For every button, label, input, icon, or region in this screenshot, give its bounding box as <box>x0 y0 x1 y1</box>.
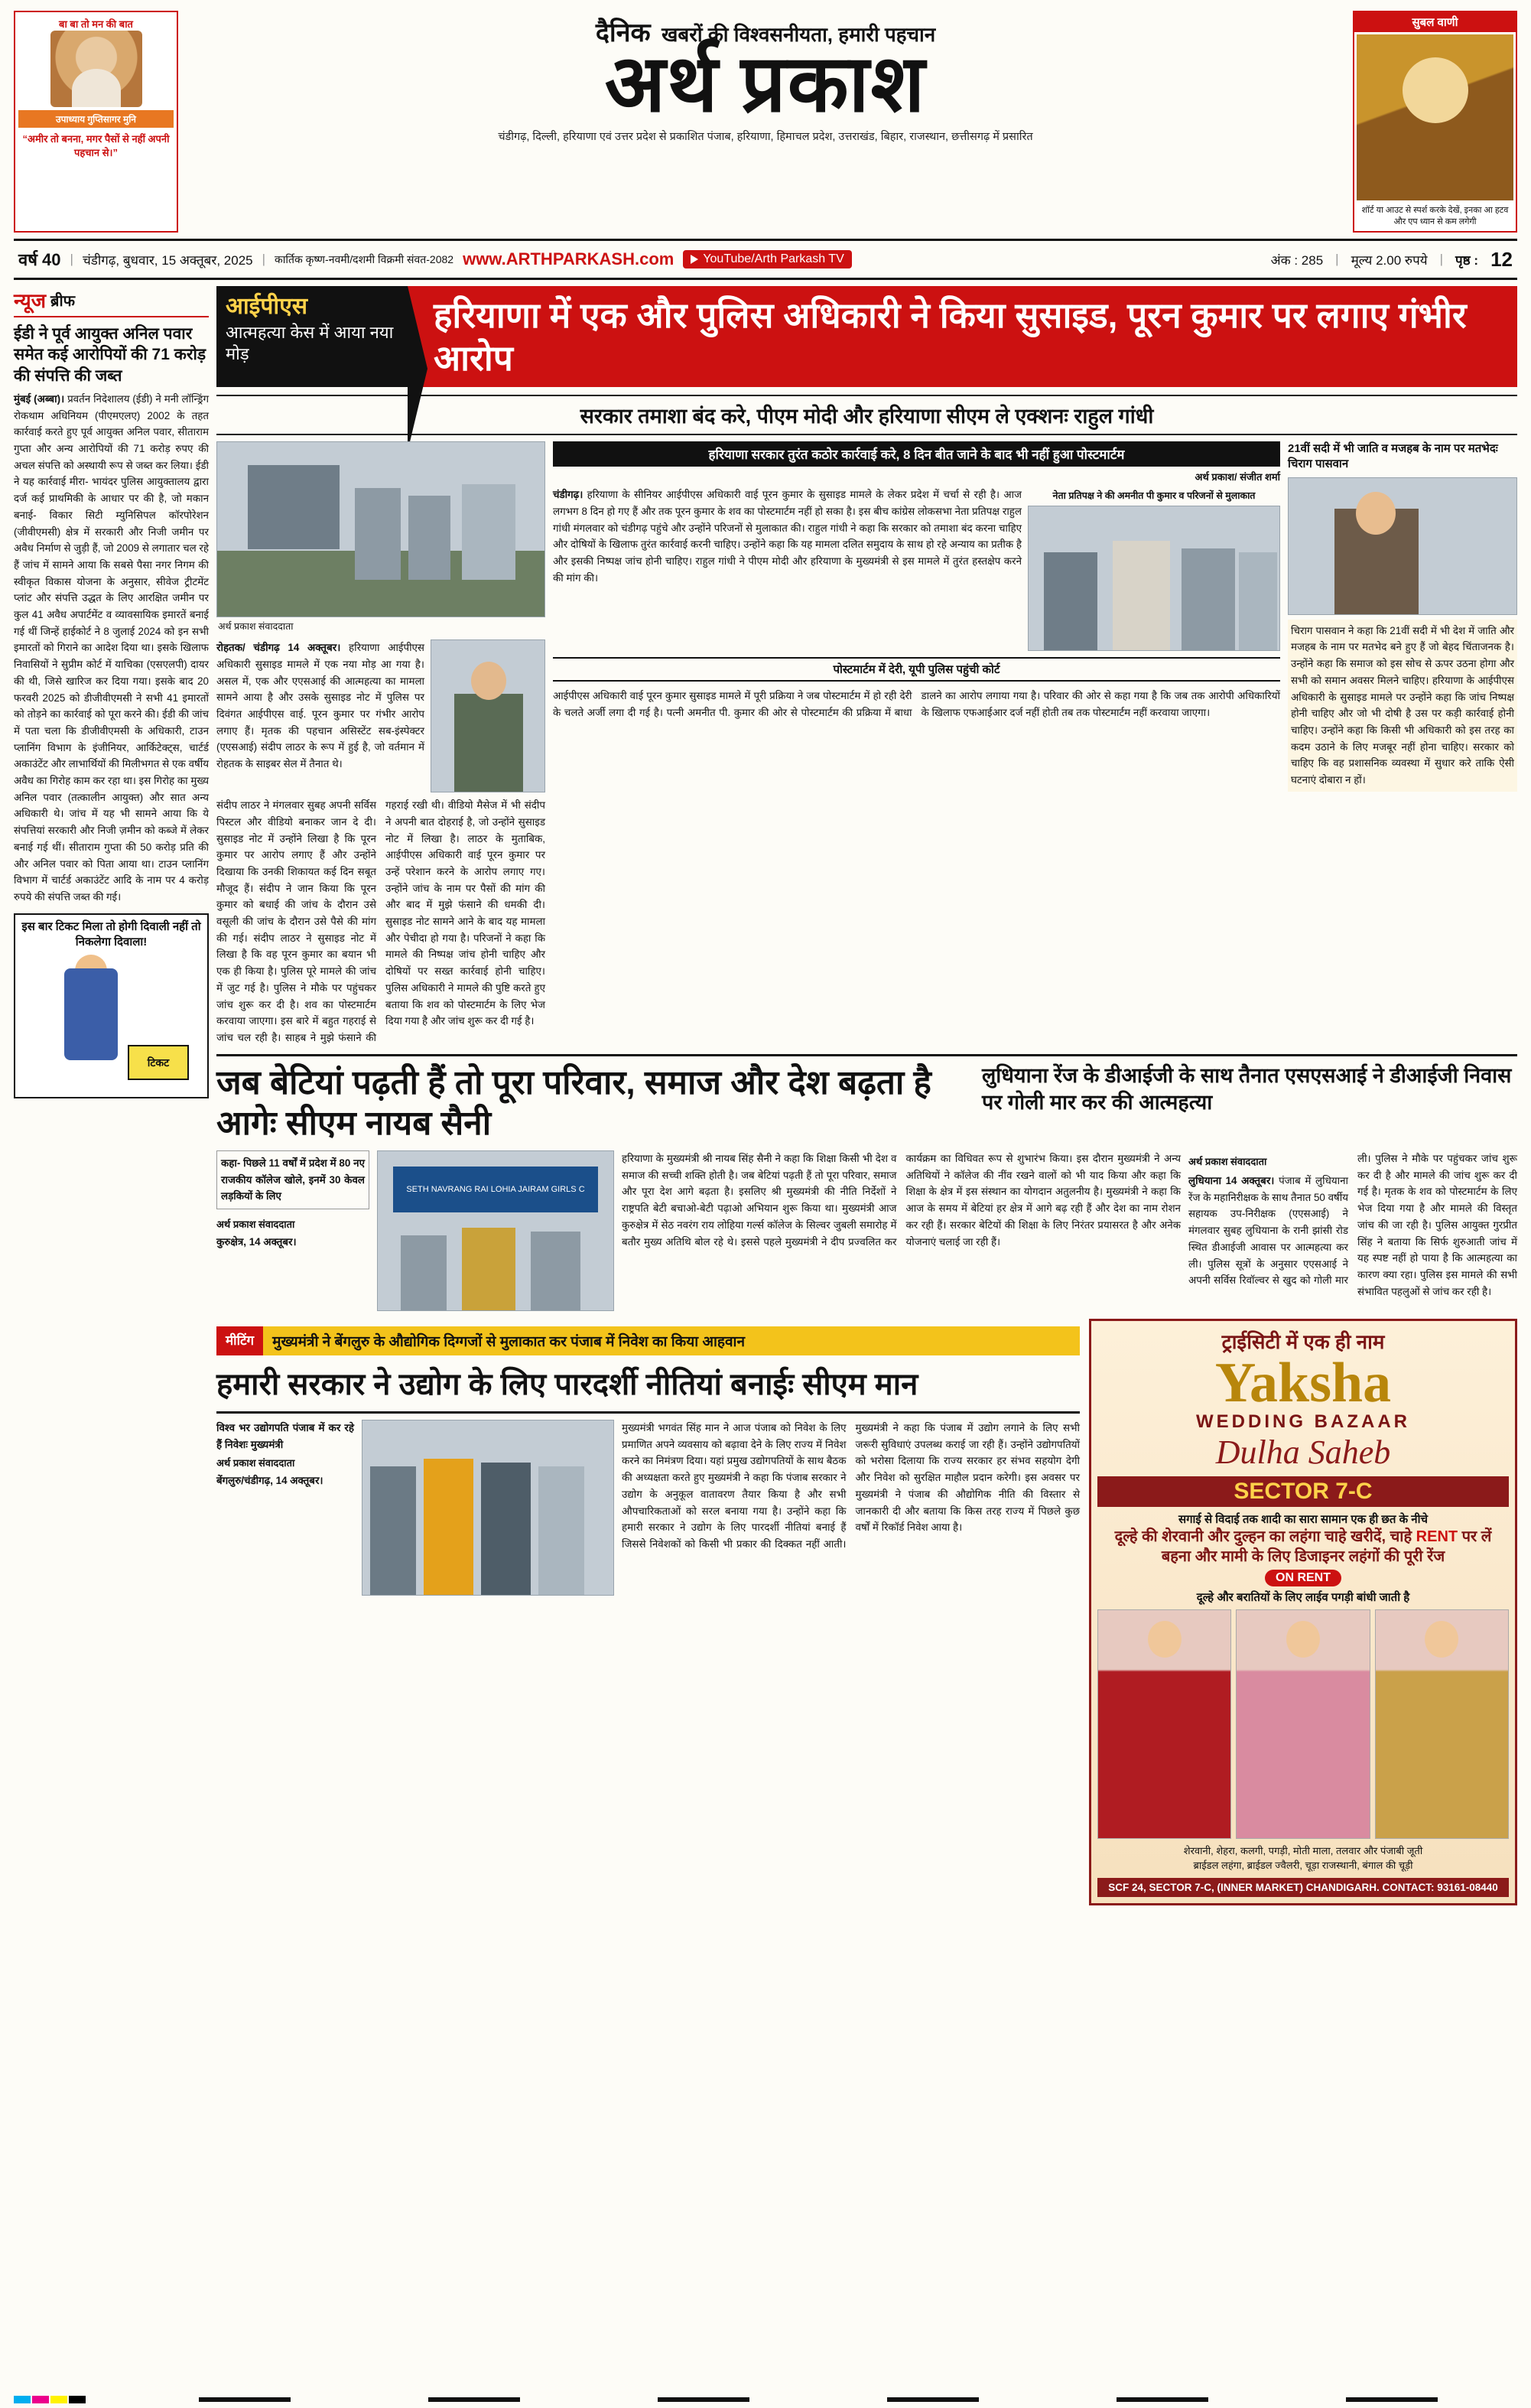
ad-model-bride <box>1097 1609 1231 1839</box>
meeting-caption: विश्व भर उद्योगपति पंजाब में कर रहे हैं निवेशः मुख्यमंत्री <box>216 1421 354 1450</box>
ad-logo: Yaksha <box>1214 1351 1392 1414</box>
lead-headline: हरियाणा में एक और पुलिस अधिकारी ने किया सुसाइड, पूरन कुमार पर लगाए गंभीर आरोप <box>434 295 1467 379</box>
news-brief-tag1: न्यूज <box>14 289 47 312</box>
ad-models <box>1097 1609 1509 1839</box>
cm-mann-photo <box>362 1420 614 1596</box>
pages-count: 12 <box>1490 247 1513 271</box>
ips-kicker-box <box>216 286 408 387</box>
meeting-strip <box>216 1326 1080 1355</box>
col1-photo-caption: अर्थ प्रकाश संवाददाता <box>218 621 294 633</box>
ips-kicker-line1: आईपीएस <box>226 294 308 319</box>
mid-left-headline: जब बेटियां पढ़ती हैं तो पूरा परिवार, समाज और देश बढ़ता है आगेः सीएम नायब सैनी <box>216 1063 931 1143</box>
brief-body <box>14 391 209 906</box>
paper-title: अर्थ प्रकाश <box>604 41 927 129</box>
dainik-label: दैनिक <box>595 18 651 47</box>
panchang: कार्तिक कृष्ण-नवमी/दशमी विक्रमी संवत-2082 <box>275 252 454 265</box>
chirag-photo <box>1288 477 1517 615</box>
col1-text1: हरियाणा आईपीएस अधिकारी सुसाइड मामले में एक नया मोड़ आ गया है। असल में, एक और एएसआई की आत्महत्या का मामला सामने आया है और उसके सुसाइड नोट में पुलिस पर दिवंगत आईपीएस वाई. पूरन कुमार पर गंभीर आरोप लगाए हैं। मृतक की पहचान असिस्टेंट सब-इंस्पेक्टर (एएसआई) संदीप लाठर के रूप में हुई है, जो वर्तमान में रोहतक के साइबर सेल में तैनात थे। <box>216 642 424 770</box>
masthead <box>14 11 1517 233</box>
issue-number: अंक : 285 <box>1270 252 1324 268</box>
col1-text2: संदीप लाठर ने मंगलवार सुबह अपनी सर्विस पिस्टल और वीडियो बनाकर जान दे दी। सुसाइड नोट में उन्होंने लिखा है कि पूरन कुमार पर आरोप लगाए हैं और उन्होंने दिखाया कि उनकी शिकायत कई दिन सबूत मौजूद हैं। संदीप ने जान किया कि पूरन कुमार को बधाई की जांच के दौरान उसे वसूली की जांच के दौरान उसे पैसे की मांग की गई। संदीप लाठर ने सुसाइड नोट में लिखा है कि वह पूरन कुमार का बयान भी एक ही किया है। पुलिस पूरे मामले की जांच में जुट गई है। पुलिस ने मौके पर पहुंचकर जांच शुरू कर दी है। शव का पोस्टमार्टम करवाया जाएगा। इस बारे में बहुत गहराई से जांच चल रही है। <box>216 799 376 1043</box>
ad-line5 <box>1097 1527 1509 1547</box>
registration-bar <box>0 2397 1531 2402</box>
ad-onrent-badge: ON RENT <box>1265 1570 1341 1586</box>
ticket-icon: टिकट <box>128 1045 189 1080</box>
website-link[interactable]: www.ARTHPARKASH.com <box>463 249 674 268</box>
ad-model-woman <box>1236 1609 1370 1839</box>
meeting-bar: मुख्यमंत्री ने बेंगलुरु के औद्योगिक दिग्गजों से मुलाकात कर पंजाब में निवेश का किया आहवान <box>263 1326 1080 1355</box>
cm-event-photo: SETH NAVRANG RAI LOHIA JAIRAM GIRLS C <box>377 1150 614 1311</box>
ips-kicker-line2: आत्महत्या केस में आया नया मोड़ <box>226 323 394 363</box>
lead-subhead: सरकार तमाशा बंद करे, पीएम मोदी और हरियाणा सीएम ले एक्शनः राहुल गांधी <box>216 395 1517 435</box>
news-brief-header <box>14 286 209 317</box>
lead-three-columns <box>216 441 1517 1046</box>
cartoon-illustration <box>20 955 203 1092</box>
masthead-right-promo <box>1353 11 1517 233</box>
ad-sector: SECTOR 7-C <box>1097 1476 1509 1507</box>
lead-headline-box <box>408 286 1517 387</box>
masthead-tagline-top: खबरों की विश्वसनीयता, हमारी पहचान <box>661 23 936 46</box>
mid-right-headline: लुधियाना रेंज के डीआईजी के साथ तैनात एसएसआई ने डीआईजी निवास पर गोली मार कर की आत्महत्या <box>982 1063 1512 1114</box>
left-rail <box>14 286 209 1905</box>
lead-headline-strip <box>216 286 1517 387</box>
col2-text: हरियाणा के सीनियर आईपीएस अधिकारी वाई पूरन कुमार के सुसाइड मामले के लेकर प्रदेश में चर्चा से रही है। आज लगभग 8 दिन हो गए हैं और तक पूरन कुमार के शव का पोस्टमार्टम नहीं हो सका है। इस बीच कांग्रेस लोकसभा नेता प्रतिपक्ष राहुल गांधी मंगलवार को चंडीगढ़ पहुंचे और उन्होंने परिजनों से मुलाकात की। राहुल गांधी ने कहा कि सरकार को तमाशा बंद करना चाहिए और दोषियों के खिलाफ तुरंत कार्रवाई करनी चाहिए। उन्होंने कहा कि यह मामला दलित समुदाय के साथ हो रहे अन्याय का प्रतीक है और इसकी निष्पक्ष जांच होनी चाहिए। राहुल गांधी ने पीएम मोदी और हरियाणा के मुख्यमंत्री से इस मामले में तुरंत हस्तक्षेप करने की मांग की। <box>553 489 1022 584</box>
promo-right-image <box>1357 34 1513 200</box>
col1-body-b <box>216 797 545 1046</box>
pages-label: पृष्ठ : <box>1455 252 1479 268</box>
mid-left-byline: अर्थ प्रकाश संवाददाता <box>216 1219 295 1231</box>
col3-headline: 21वीं सदी में भी जाति व मजहब के नाम पर मतभेदः चिराग पासवान <box>1288 442 1498 471</box>
col1-text3: साहब ने मुझे फंसाने की गहराई रखी थी। वीडियो मैसेज में भी संदीप ने अपनी बात दोहराई है, जो उन्होंने सुसाइड नोट में लिखा है। लाठर के मुताबिक, आईपीएस अधिकारी वाई पूरन कुमार पर उन्हें परेशान करने के आरोप लगाए गए। उन्होंने जांच के नाम पर पैसों की मांग की और बाद में मुझे फंसाने की धमकी दी। सुसाइड नोट सामने आने के बाद यह मामला और पेचीदा हो गया है। परिजनों ने कहा कि मामले की निष्पक्ष जांच होनी चाहिए और दोषियों पर सख्त कार्रवाई होनी चाहिए। पुलिस अधिकारी ने मामले की पुष्टि करते हुए बताया कि शव को पोस्टमार्टम के लिए भेज दिया गया है और जांच शुरू कर दी गई है। <box>284 799 545 1043</box>
officer-portrait <box>431 639 545 792</box>
ad-footer: SCF 24, SECTOR 7-C, (INNER MARKET) CHANDIGARH. CONTACT: 93161-08440 <box>1097 1878 1509 1897</box>
meeting-tag: मीटिंग <box>216 1326 263 1355</box>
ad-line5-text: दूल्हे की शेरवानी और दुल्हन का लहंगा चाहे खरीदें, चाहे <box>1114 1528 1412 1545</box>
col2-byline: अर्थ प्रकाश/ संजीत शर्मा <box>1195 471 1280 483</box>
ad-items-1: शेरवानी, शेहरा, कलगी, पगड़ी, मोती माला, तलवार और पंजाबी जूती <box>1183 1844 1423 1856</box>
masthead-left-promo <box>14 11 178 233</box>
cartoon-box <box>14 913 209 1099</box>
lead-col-2 <box>553 441 1280 1046</box>
meeting-byline: अर्थ प्रकाश संवाददाता <box>216 1457 295 1469</box>
youtube-label: YouTube/Arth Parkash TV <box>703 252 844 265</box>
mid-section <box>216 1054 1517 1144</box>
brief-headline: ईडी ने पूर्व आयुक्त अनिल पवार समेत कई आरोपियों की 71 करोड़ की संपत्ति की जब्त <box>14 325 206 385</box>
saint-photo <box>50 31 142 107</box>
info-bar: वर्ष 40 | चंडीगढ़, बुधवार, 15 अक्तूबर, 2025 | कार्तिक कृष्ण-नवमी/दशमी विक्रमी संवत-2082 www.ARTHPARKASH.com YouTube/Arth Parkash TV अंक : 285 | मूल्य 2.00 रुपये | पृष्ठ : 12 <box>14 239 1517 280</box>
col1-dateline: रोहतक/ चंडीगढ़ 14 अक्तूबर। <box>216 642 341 654</box>
main-content <box>216 286 1517 1905</box>
mid-right-body <box>1188 1150 1517 1311</box>
mid-right-text: पंजाब में लुधियाना रेंज के महानिरीक्षक के साथ तैनात 50 वर्षीय सहायक उप-निरीक्षक (एएसआई) ने मंगलवार सुबह लुधियाना के रानी झांसी रोड स्थित डीआईजी आवास पर आत्महत्या कर ली। पुलिस सूत्रों के अनुसार एएसआई ने अपनी सर्विस रिवॉल्वर से खुद को गोली मार ली। पुलिस ने मौके पर पहुंचकर जांच शुरू कर दी है और मामले की जांच शुरू कर दी गई है। मृतक के शव को पोस्टमार्टम के लिए भेज दिया गया है और मामले की विस्तृत जांच की जा रही है। पुलिस आयुक्त गुरप्रीत सिंह ने बताया कि सिर्फ शुरुआती जांच में यह स्पष्ट नहीं हो पाया है कि आत्महत्या का कारण क्या रहा। पुलिस इस मामले की सभी संभावित पहलुओं से जांच कर रही है। <box>1188 1152 1517 1297</box>
promo-banner: उपाध्याय गुप्तिसागर मुनि <box>18 110 174 128</box>
mid-left <box>216 1062 974 1144</box>
col2-body-b: आईपीएस अधिकारी वाई पूरन कुमार सुसाइड मामले में पूरी प्रक्रिया ने जब पोस्टमार्टम में हो रही देरी के चलते अर्जी लगा दी गई है। पत्नी अमनीत पी. कुमार की ओर से पोस्टमार्टम की प्रक्रिया में बाधा डालने का आरोप लगाया गया है। परिवार की ओर से कहा गया है कि जब तक आरोपी अधिकारियों के खिलाफ एफआईआर दर्ज नहीं होती तब तक पोस्टमार्टम नहीं करवाया जाएगा। <box>553 690 1280 718</box>
col1-body-a <box>216 639 424 792</box>
cartoon-body <box>64 968 118 1060</box>
lead-col-1 <box>216 441 545 1046</box>
promo-right-head: सुबल वाणी <box>1354 12 1516 32</box>
masthead-tagline-bottom: चंडीगढ़, दिल्ली, हरियाणा एवं उत्तर प्रदेश से प्रकाशित पंजाब, हरियाणा, हिमाचल प्रदेश, उत्तराखंड, बिहार, राजस्थान, छत्तीसगढ़ में प्रसारित <box>498 131 1033 144</box>
promo-quote: “अमीर तो बनना, मगर पैसों से नहीं अपनी पहचान से।” <box>22 133 170 158</box>
ad-line8: दूल्हे और बरातियों के लिए लाईव पगड़ी बांधी जाती है <box>1196 1590 1410 1604</box>
ad-line4: सगाई से विदाई तक शादी का सारा सामान एक ही छत के नीचे <box>1178 1512 1429 1526</box>
ad-items-2: ब्राईडल लहंगा, ब्राईडल ज्वैलरी, चूड़ा राजस्थानी, बंगाल की चूड़ी <box>1193 1860 1413 1872</box>
col2-subhead2: पोस्टमार्टम में देरी, यूपी पुलिस पहुंची कोर्ट <box>553 657 1280 682</box>
ad-line1: ट्राईसिटी में एक ही नाम <box>1221 1329 1385 1353</box>
news-brief-tag2: ब्रीफ <box>50 292 76 310</box>
col2-photo-caption: नेता प्रतिपक्ष ने की अमनीत पी कुमार व परिजनों से मुलाकात <box>1052 490 1256 502</box>
masthead-center <box>186 11 1345 233</box>
play-icon <box>691 255 698 264</box>
col2-dateline: चंडीगढ़। <box>553 489 583 501</box>
bottom-left-block <box>216 1319 1080 1905</box>
brief-dateline: मुंबई (अब्बा)। <box>14 392 65 405</box>
meeting-body: मुख्यमंत्री भगवंत सिंह मान ने आज पंजाब को निवेश के लिए प्रमाणित अपने व्यवसाय को बढ़ावा देने के लिए राज्य में निवेश करने का निमंत्रण दिया। यहां प्रमुख उद्योगपतियों के साथ बैठक की अध्यक्षता करते हुए मुख्यमंत्री ने कहा कि पंजाब सरकार ने उद्योग के अनुकूल वातावरण तैयार किया है और सभी औपचारिकताओं को सरल बनाया गया है। उन्होंने कहा कि हमारी सरकार ने उद्योग के लिए पारदर्शी नीतियां बनाई हैं जिससे निवेशकों को किसी भी प्रकार की दिक्कत नहीं आती। मुख्यमंत्री ने कहा कि पंजाब में उद्योग लगाने के लिए सभी जरूरी सुविधाएं उपलब्ध कराई जा रही हैं। उन्होंने उद्योगपतियों को भरोसा दिलाया कि राज्य सरकार हर संभव सहयोग देगी और निवेश को सुरक्षित माहौल प्रदान करेगी। इस अवसर पर मुख्यमंत्री ने पंजाब की औद्योगिक नीति की विस्तार से जानकारी दी और बताया कि किस तरह राज्य में पिछले कुछ वर्षों में रिकॉर्ड निवेश आया है। <box>622 1421 1080 1550</box>
mid-left-kicker: कहा- पिछले 11 वर्षों में प्रदेश में 80 नए राजकीय कॉलेज खोले, इनमें 30 केवल लड़कियों के लिए <box>216 1150 369 1209</box>
ad-rent-word: RENT <box>1416 1528 1458 1545</box>
advertisement[interactable] <box>1089 1319 1517 1905</box>
mid-left-dateline: कुरुक्षेत्र, 14 अक्तूबर। <box>216 1236 297 1248</box>
protest-photo <box>216 441 545 617</box>
mid-left-body-b: हरियाणा के मुख्यमंत्री श्री नायब सिंह सैनी ने कहा कि शिक्षा किसी भी देश व समाज की सच्ची शक्ति होती है। जब बेटियां पढ़ती हैं तो पूरा परिवार, समाज और पूरा देश आगे बढ़ता है। इसलिए श्री मुख्यमंत्री की नीति निर्देशों ने राष्ट्रपति बेटी बचाओ-बेटी पढ़ाओ अभियान शुरू किया था। मुख्यमंत्री आज कुरुक्षेत्र में सेठ नवरंग राय लोहिया गर्ल्स कॉलेज के सिल्वर जुबली समारोह में बतौर मुख्य अतिथि बोल रहे थे। इससे पहले मुख्यमंत्री ने दीप प्रज्वलित कर कार्यक्रम का विधिवत रूप से शुभारंभ किया। इस दौरान मुख्यमंत्री ने अन्य अतिथियों ने कॉलेज की नींव रखने वालों को भी याद किया और कहा कि शिक्षा के क्षेत्र में इस संस्थान का योगदान अतुलनीय है। मुख्यमंत्री ने कहा कि आज के समय में बेटियां हर क्षेत्र में आगे बढ़ रही हैं और देश का नाम रोशन कर रही हैं। सरकार बेटियों की शिक्षा के लिए निरंतर प्रयासरत है और अनेक योजनाएं चलाई जा रही हैं। <box>622 1152 1182 1248</box>
mid-left-body-a <box>216 1234 369 1251</box>
volume-year: वर्ष 40 <box>18 250 61 269</box>
ad-line3: Dulha Saheb <box>1215 1433 1391 1471</box>
mid-right-byline: अर्थ प्रकाश संवाददाता <box>1188 1155 1267 1167</box>
col3-body: चिराग पासवान ने कहा कि 21वीं सदी में भी देश में जाति और मजहब के नाम पर मतभेद बने हुए हैं जो बेहद चिंताजनक है। उन्होंने कहा कि समाज को इस सोच से ऊपर उठना होगा और सभी को समान अवसर मिलने चाहिए। हरियाणा के आईपीएस अधिकारी के सुसाइड मामले पर उन्होंने कहा कि जांच निष्पक्ष होनी चाहिए और जो भी दोषी है उस पर कड़ी कार्रवाई होनी चाहिए। उन्होंने कहा कि किसी भी अधिकारी को इस तरह का कदम उठाने के लिए मजबूर नहीं होना चाहिए। सरकार को चाहिए कि वह प्रशासनिक व्यवस्था में सुधार करे ताकि ऐसी घटनाएं दोबारा न हों। <box>1288 620 1517 792</box>
price: मूल्य 2.00 रुपये <box>1351 252 1428 268</box>
meeting-photo <box>1028 506 1280 651</box>
ad-model-groom <box>1375 1609 1509 1839</box>
meeting-headline: हमारी सरकार ने उद्योग के लिए पारदर्शी नीतियां बनाईः सीएम मान <box>216 1355 1080 1414</box>
cartoon-caption: इस बार टिकट मिला तो होगी दिवाली नहीं तो निकलेगा दिवाला! <box>21 919 201 949</box>
promo-right-caption: शॉर्ट या आउट से स्पर्श करके देखें, इनका आ हटव और एप ध्यान से कम लगेगी <box>1361 206 1509 226</box>
ad-line2: WEDDING BAZAAR <box>1196 1411 1410 1432</box>
mid-left-kicker-col <box>216 1150 369 1311</box>
place-date: चंडीगढ़, बुधवार, 15 अक्तूबर, 2025 <box>82 252 253 268</box>
col2-highlight-bar: हरियाणा सरकार तुरंत कठोर कार्रवाई करे, 8 दिन बीत जाने के बाद भी नहीं हुआ पोस्टमार्टम <box>553 441 1280 467</box>
meeting-dateline: बेंगलुरु/चंडीगढ़, 14 अक्तूबर। <box>216 1475 323 1487</box>
mid-right <box>982 1062 1517 1144</box>
ad-line7: बहना और मामी के लिए डिजाइनर लहंगों की पूरी रेंज <box>1161 1547 1445 1565</box>
col2-body-a <box>553 486 1022 651</box>
ad-line6: पर लें <box>1461 1528 1492 1545</box>
promo-kicker: बा बा तो मन की बात <box>59 18 133 30</box>
brief-body-text: प्रवर्तन निदेशालय (ईडी) ने मनी लॉन्ड्रिंग रोकथाम अधिनियम (पीएमएलए) 2002 के तहत कार्रवाई करते हुए पूर्व आयुक्त अनिल पवार, सीताराम गुप्ता और अन्य आरोपियों की 71 करोड़ रुपए की अचल संपत्ति को अस्थायी रूप से जब्त कर लिया। ईडी ने यह कार्रवाई मीरा- भायंदर पुलिस आयुक्तालय द्वारा दर्ज कई प्राथमिकी के आधार पर की है, जो मकान बनाई- विकार सिटी म्युनिसिपल कॉरपोरेशन (जीवीएमसी) क्षेत्र में सरकारी और निजी जमीन पर अवैध निर्माण से जुड़ी हैं, जो 2009 से लगातार चल रहे हैं जांच में सामने आया कि सबसे पैसा नगर निगम की स्वीकृत विकास योजना के अनुसार, सीवेज ट्रीटमेंट प्लांट और संपत्ति उद्धत के लिए आरक्षित जमीन पर कुल 41 अवैध अपार्टमेंट व व्यावसायिक इमारतें बनाई गई थीं जिन्हें हाईकोर्ट ने 8 जुलाई 2024 को इन सभी इमारतों को गिराने का आदेश दिया था। इसके खिलाफ निवासियों ने सुप्रीम कोर्ट में याचिका (एसएलपी) दायर की थी, जिसे खारिज कर दिया गया। इसके बाद 20 फरवरी 2025 को डीजीवीएमसी ने सभी 41 इमारतों को तोड़ने का कार्रवाई को पूरा करने की। ईडी की जांच में पता चला कि डीजीवीएमसी के अधिकारी, टाउन प्लानिंग विभाग के इंजीनियर, आर्किटेक्ट्स, चार्टर्ड अकाउंटेंट और लाभार्थियों की मिलीभगत से एक वर्षीय अवैध का गिरोह काम कर रहा था। इस गिरोह का मुख्य अनिल पवार (तत्कालीन आयुक्त) और सात अन्य अधिकारी थे। जांच में यह भी सामने आया कि ये संपत्तियां सरकारी और निजी ज़मीन को कब्जे में लेकर बनाई गई थीं। सीताराम गुप्ता की 50 करोड़ प्रति की और अनिल पवार को पिता आया था। टाउन प्लानिंग विभाग में चार्टर्ड अकाउंटेंट आदि के नाम पर 4 करोड़ रुपये की संपत्ति जब्त की गई। <box>14 392 210 903</box>
lead-col-3 <box>1288 441 1517 1046</box>
mid-right-dateline: लुधियाना 14 अक्तूबर। <box>1188 1175 1275 1187</box>
youtube-link[interactable] <box>683 250 851 268</box>
